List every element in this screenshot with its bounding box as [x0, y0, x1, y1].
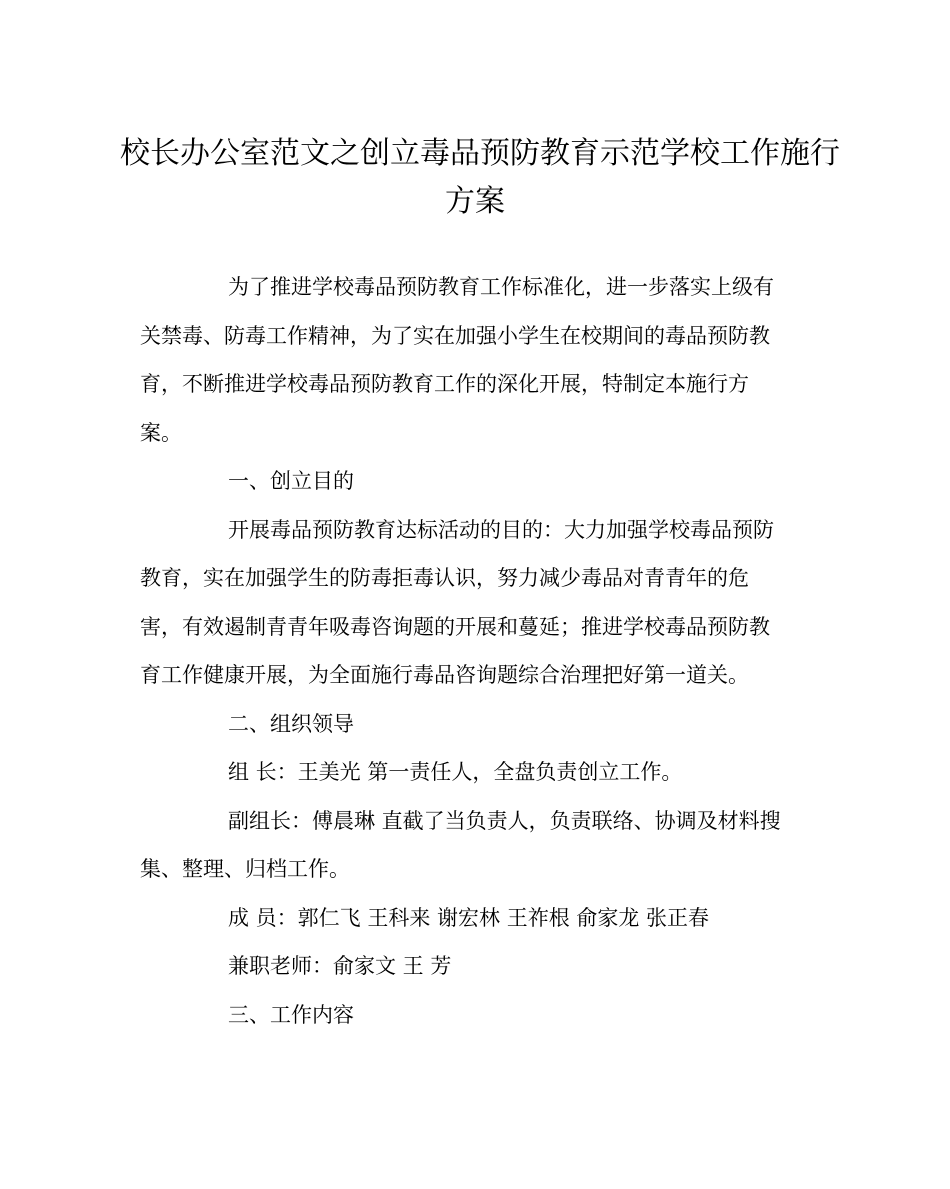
body-line-7: 教育，实在加强学生的防毒拒毒认识，努力减少毒品对青青年的危: [140, 566, 749, 590]
section-heading-3: 三、工作内容: [228, 1002, 354, 1027]
title-line-2: 方案: [445, 184, 505, 219]
part-time-teachers-line: 兼职老师：俞家文 王 芳: [228, 954, 452, 978]
section-heading-1: 一、创立目的: [228, 469, 354, 493]
body-line-8: 害，有效遏制青青年吸毒咨询题的开展和蔓延；推进学校毒品预防教: [140, 614, 770, 639]
leader-line: 组 长：王美光 第一责任人，全盘负责创立工作。: [228, 760, 683, 784]
body-line-1: 为了推进学校毒品预防教育工作标准化，进一步落实上级有: [228, 275, 774, 299]
body-line-9: 育工作健康开展，为全面施行毒品咨询题综合治理把好第一道关。: [140, 663, 749, 687]
body-line-3: 育，不断推进学校毒品预防教育工作的深化开展，特制定本施行方: [140, 372, 749, 396]
section-heading-2: 二、组织领导: [228, 711, 354, 736]
document-body: [140, 263, 820, 1039]
title-line-1: 校长办公室范文之创立毒品预防教育示范学校工作施行: [120, 136, 840, 171]
body-line-6: 开展毒品预防教育达标活动的目的：大力加强学校毒品预防: [228, 517, 774, 542]
body-line-2: 关禁毒、防毒工作精神，为了实在加强小学生在校期间的毒品预防教: [140, 323, 770, 348]
deputy-leader-continuation: 集、整理、归档工作。: [140, 857, 350, 881]
body-line-4: 案。: [140, 420, 182, 445]
document-title: [120, 130, 840, 226]
members-line: 成 员：郭仁飞 王科来 谢宏林 王祚根 俞家龙 张正春: [228, 905, 710, 930]
deputy-leader-line: 副组长：傅晨琳 直截了当负责人，负责联络、协调及材料搜: [228, 808, 781, 833]
